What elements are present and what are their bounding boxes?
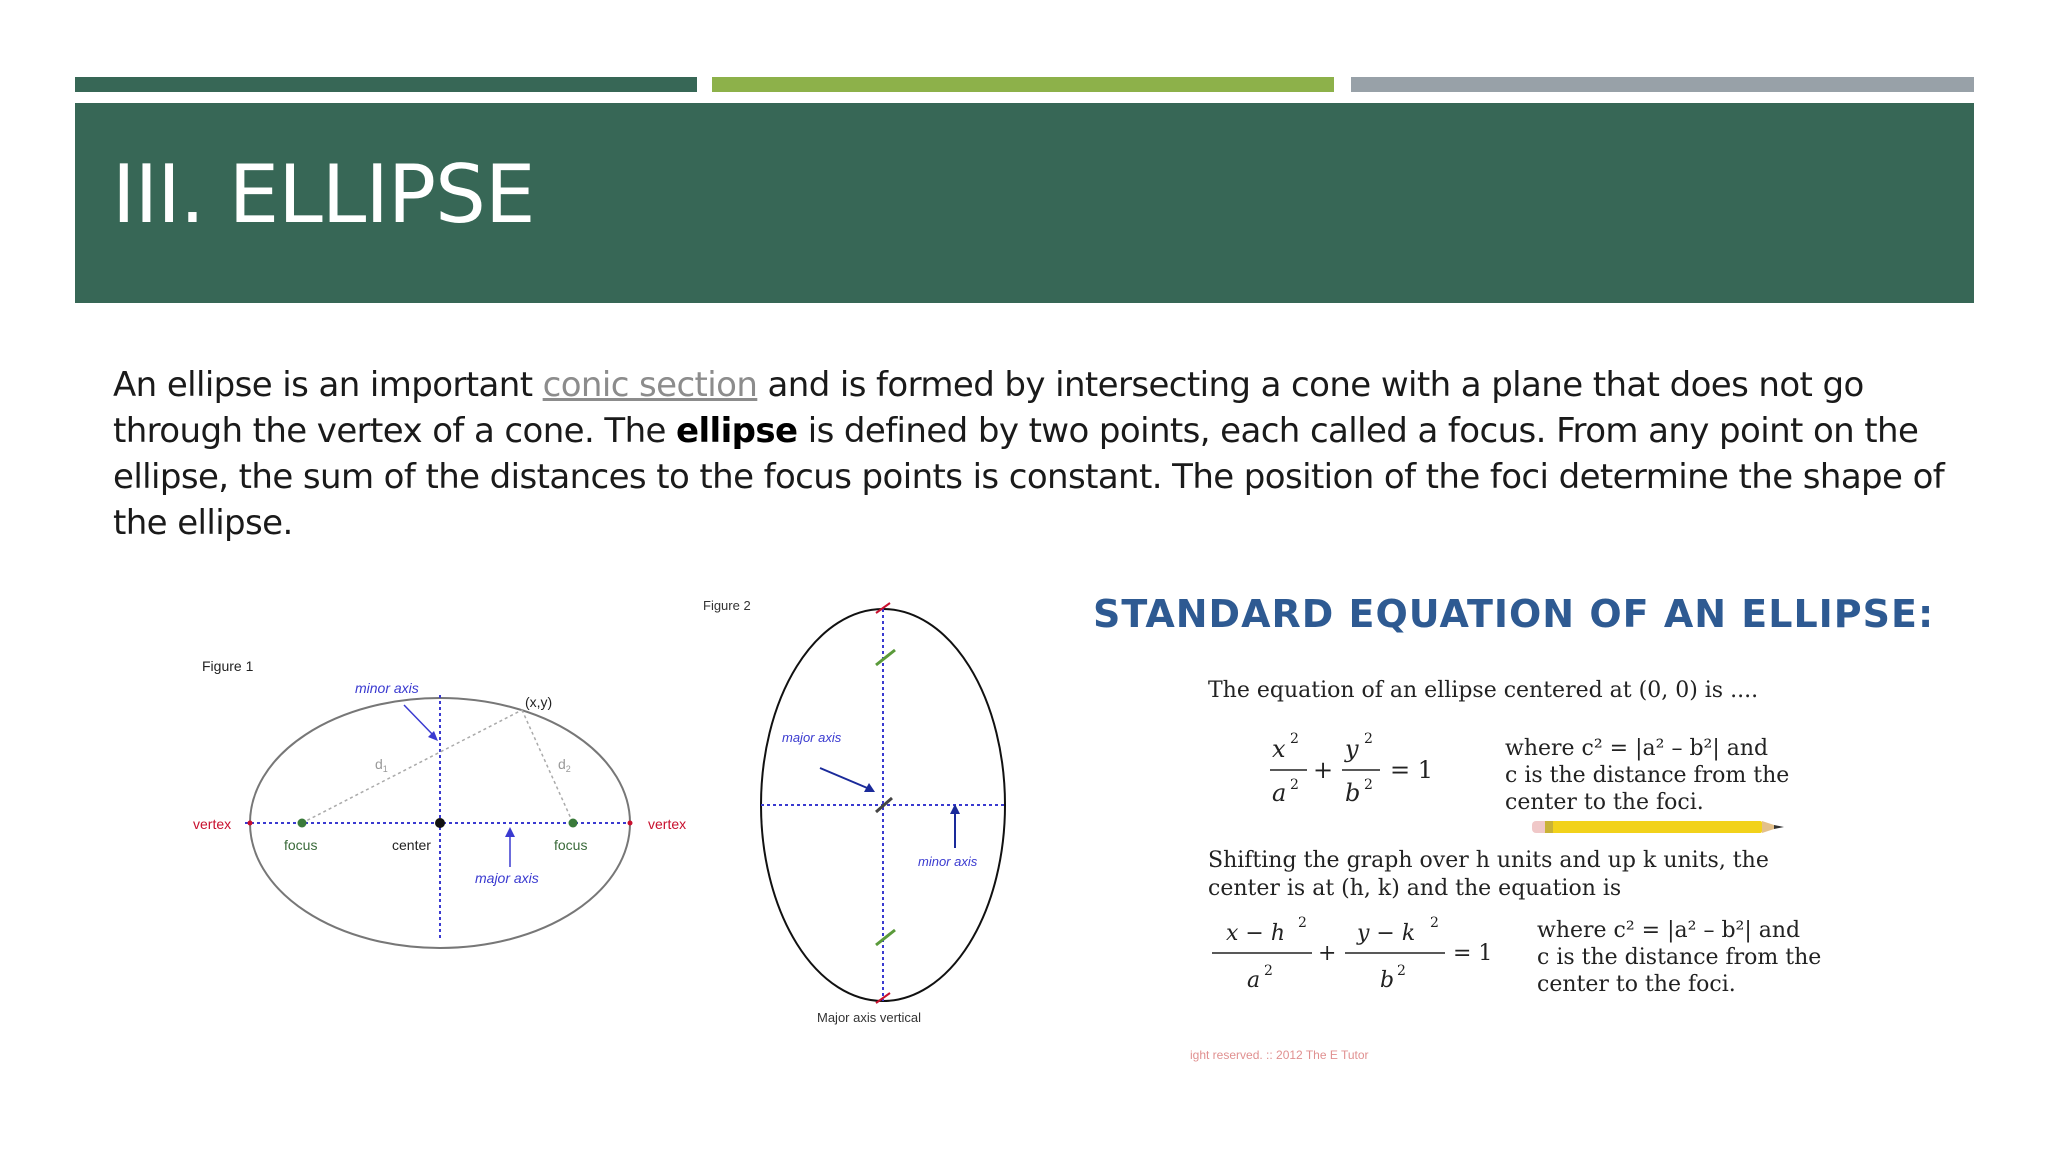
- svg-text:x: x: [1272, 735, 1286, 763]
- svg-text:b: b: [1345, 779, 1361, 807]
- pencil-icon: [1532, 821, 1784, 833]
- svg-text:x − h: x − h: [1226, 921, 1285, 946]
- equation-shifted-center: [1212, 915, 1492, 993]
- minor-axis-label: minor axis: [355, 680, 419, 696]
- accent-bar-lime: [712, 77, 1334, 92]
- svg-text:2: 2: [1264, 963, 1273, 979]
- svg-text:where c² = |a² – b²| and: where c² = |a² – b²| and: [1537, 918, 1801, 943]
- figure-2-caption: Major axis vertical: [817, 1010, 922, 1025]
- focus-right-point: [569, 819, 578, 828]
- center-label: center: [392, 837, 431, 853]
- d2-label: $d_2$: [558, 756, 571, 774]
- equation-centered-origin: [1270, 731, 1433, 807]
- svg-text:y − k: y − k: [1357, 921, 1416, 946]
- svg-text:c is the distance from the: c is the distance from the: [1537, 945, 1822, 970]
- svg-text:c is the distance from the: c is the distance from the: [1505, 763, 1790, 788]
- focus-right-label: focus: [554, 837, 588, 853]
- svg-text:2: 2: [1290, 777, 1299, 793]
- vertex-right-point: [628, 821, 633, 826]
- equation-intro: The equation of an ellipse centered at (0, 0) is ....: [1208, 678, 1759, 703]
- figure-2-major-axis-label: major axis: [782, 730, 842, 745]
- copyright-notice: ight reserved. :: 2012 The E Tutor: [1190, 1048, 1369, 1062]
- major-axis-pointer: [820, 768, 872, 790]
- figure-1-title: Figure 1: [202, 658, 254, 674]
- title-banner: [75, 103, 1974, 303]
- d1-segment: [302, 710, 522, 823]
- ellipse-bold: ellipse: [676, 411, 798, 451]
- figure-1-horizontal-ellipse: [190, 645, 710, 970]
- figure-2-vertical-ellipse: [700, 590, 1020, 1030]
- major-axis-arrowhead: [505, 827, 515, 837]
- major-axis-label: major axis: [475, 870, 539, 886]
- standard-equation-panel: [1180, 665, 1860, 1065]
- svg-text:Shifting the graph over h unit: Shifting the graph over h units and up k units, the: [1208, 848, 1769, 873]
- svg-text:2: 2: [1397, 963, 1406, 979]
- vertex-left-point: [248, 821, 253, 826]
- equation-1-explanation: [1505, 736, 1789, 815]
- svg-text:b: b: [1380, 968, 1395, 993]
- svg-text:2: 2: [1298, 915, 1307, 931]
- focus-left-label: focus: [284, 837, 318, 853]
- intro-text-2: and is formed by intersecting a cone with a plane that does not go through the vertex of a cone. The: [113, 365, 1864, 451]
- svg-text:a: a: [1247, 968, 1261, 993]
- svg-text:2: 2: [1430, 915, 1439, 931]
- accent-bar-gray: [1351, 77, 1974, 92]
- point-xy-label: (x,y): [525, 694, 553, 710]
- figure-2-minor-axis-label: minor axis: [918, 854, 978, 869]
- shift-explanation: [1208, 848, 1769, 901]
- svg-text:2: 2: [1364, 777, 1373, 793]
- accent-bar-green: [75, 77, 697, 92]
- minor-axis-arrowhead: [428, 731, 438, 741]
- intro-text-3: is defined by two points, each called a focus. From any point on the ellipse, the sum of the distances to the focus points is constant. The position of the foci determine the shape of the ellipse.: [113, 411, 1945, 543]
- svg-text:center is at (h, k) and the e: center is at (h, k) and the equation is: [1208, 876, 1622, 901]
- conic-section-link[interactable]: conic section: [542, 365, 758, 405]
- equation-2-explanation: [1537, 918, 1821, 997]
- standard-equation-heading: STANDARD EQUATION OF AN ELLIPSE:: [1093, 592, 1935, 636]
- focus-marks: [876, 650, 895, 945]
- svg-text:+: +: [1318, 941, 1337, 966]
- intro-text-1: An ellipse is an important: [113, 365, 543, 405]
- d1-label: $d_1$: [375, 756, 388, 774]
- svg-text:center to the foci.: center to the foci.: [1537, 972, 1736, 997]
- svg-text:2: 2: [1364, 731, 1373, 747]
- svg-text:+: +: [1313, 756, 1334, 784]
- svg-text:center to the foci.: center to the foci.: [1505, 790, 1704, 815]
- svg-text:a: a: [1272, 779, 1287, 807]
- center-point: [435, 818, 445, 828]
- minor-axis-pointer-head: [950, 804, 960, 814]
- svg-text:= 1: = 1: [1453, 941, 1493, 966]
- focus-left-point: [298, 819, 307, 828]
- svg-text:y: y: [1345, 735, 1359, 763]
- vertex-right-label: vertex: [648, 816, 687, 832]
- figure-2-title: Figure 2: [703, 598, 751, 613]
- svg-text:= 1: = 1: [1390, 756, 1434, 784]
- svg-text:where c² = |a² – b²| and: where c² = |a² – b²| and: [1505, 736, 1769, 761]
- intro-paragraph: [113, 362, 1953, 546]
- minor-axis-arrow: [404, 705, 435, 737]
- svg-text:2: 2: [1290, 731, 1299, 747]
- vertex-left-label: vertex: [193, 816, 232, 832]
- slide-title: III. ELLIPSE: [112, 148, 535, 241]
